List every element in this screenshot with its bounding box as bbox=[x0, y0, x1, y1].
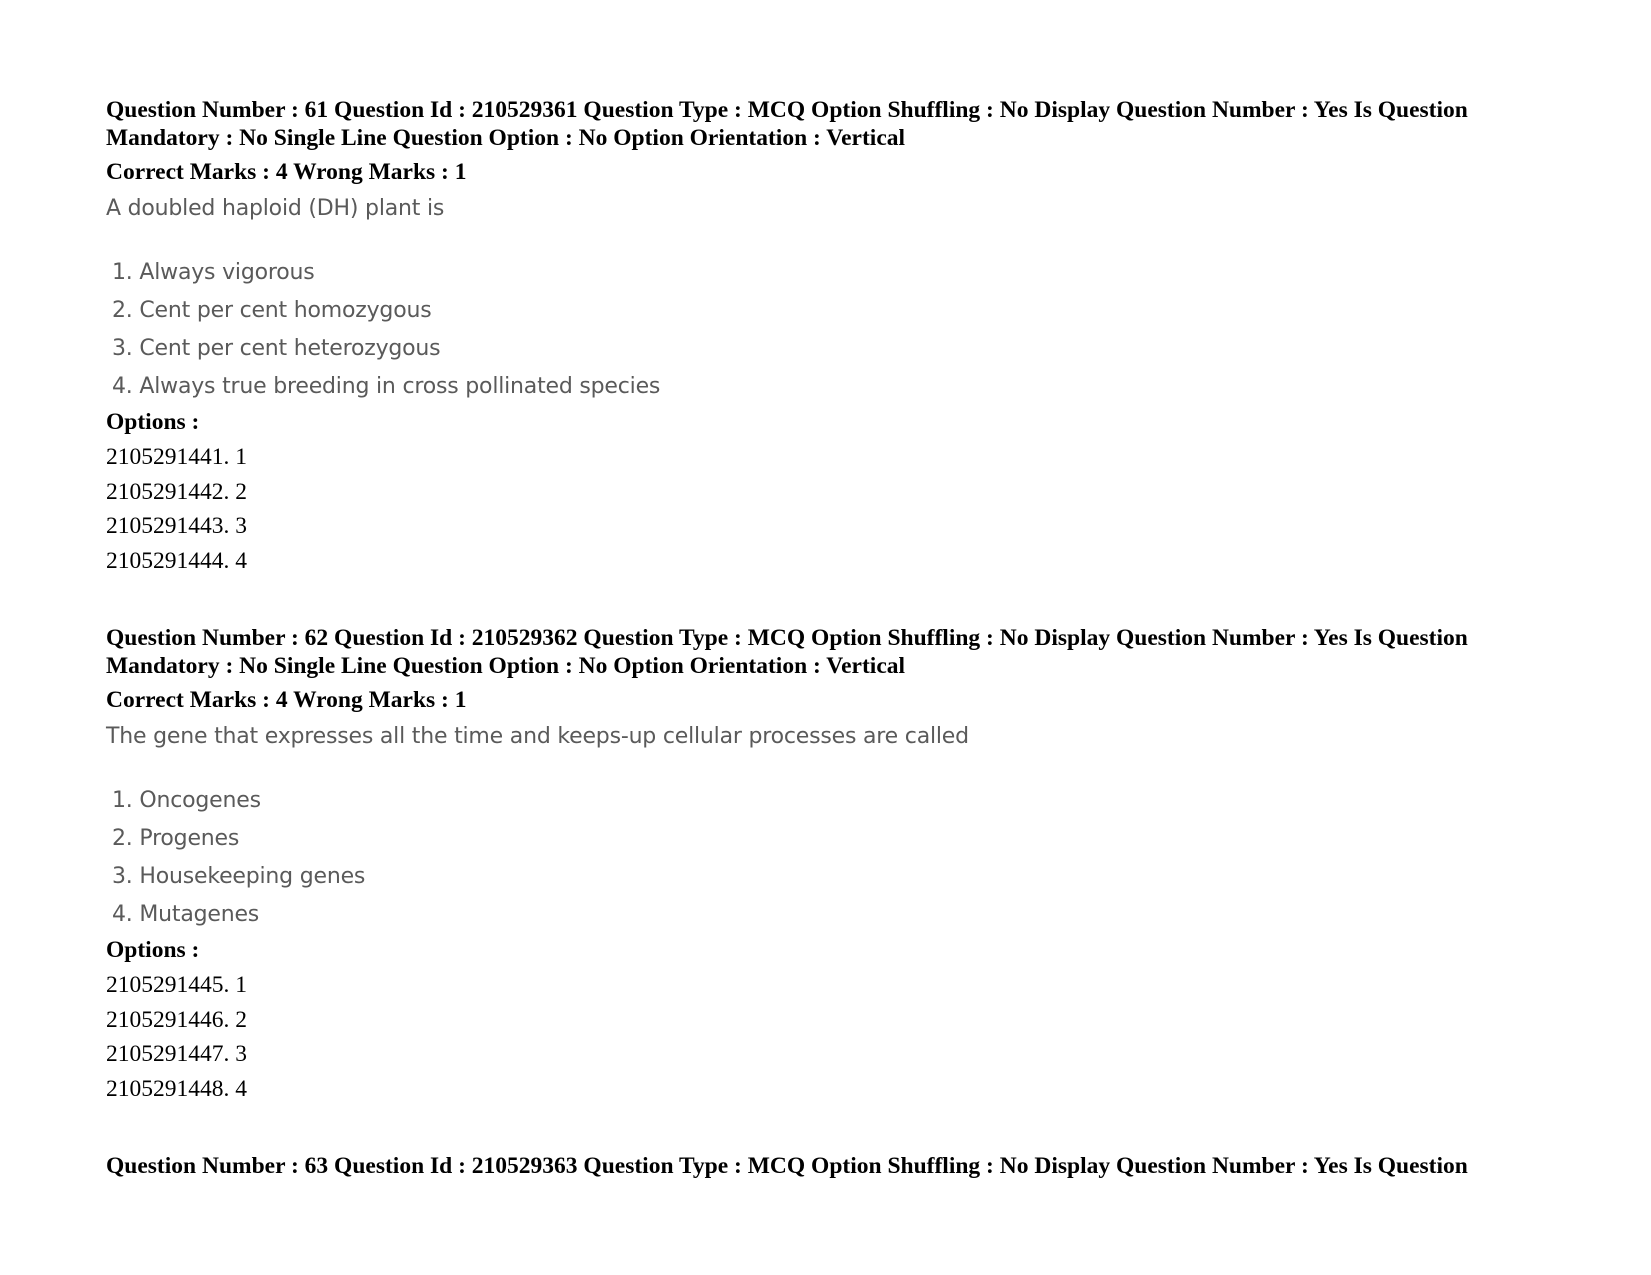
question-block bbox=[106, 96, 1576, 578]
question-choices bbox=[106, 782, 1576, 934]
option-id-item: 2105291445. 1 bbox=[106, 972, 247, 998]
option-id-item: 2105291443. 3 bbox=[106, 513, 247, 539]
option-id-item: 2105291448. 4 bbox=[106, 1075, 247, 1102]
option-id-item: 2105291442. 2 bbox=[106, 478, 247, 505]
choice-item: 1. Always vigorous bbox=[112, 260, 315, 285]
options-list bbox=[106, 440, 1576, 578]
document-page bbox=[106, 96, 1576, 1226]
question-marks: Correct Marks : 4 Wrong Marks : 1 bbox=[106, 687, 467, 713]
question-stem: A doubled haploid (DH) plant is bbox=[106, 196, 445, 221]
question-block bbox=[106, 624, 1576, 1106]
choice-item: 3. Housekeeping genes bbox=[112, 864, 366, 889]
option-id-item: 2105291441. 1 bbox=[106, 444, 247, 470]
question-stem: The gene that expresses all the time and keeps-up cellular processes are called bbox=[106, 724, 969, 749]
options-label: Options : bbox=[106, 409, 200, 435]
question-header-line-1: Question Number : 63 Question Id : 210529363 Question Type : MCQ Option Shuffling : No Display Question Number : Yes Is Question bbox=[106, 1153, 1468, 1179]
choice-item: 2. Cent per cent homozygous bbox=[112, 298, 432, 323]
choice-item: 2. Progenes bbox=[112, 826, 240, 851]
question-header-line-1: Question Number : 62 Question Id : 210529362 Question Type : MCQ Option Shuffling : No Display Question Number : Yes Is Question bbox=[106, 625, 1468, 651]
option-id-item: 2105291444. 4 bbox=[106, 547, 247, 574]
option-id-item: 2105291446. 2 bbox=[106, 1006, 247, 1033]
choice-item: 4. Always true breeding in cross pollinated species bbox=[112, 374, 661, 399]
question-choices bbox=[106, 254, 1576, 406]
choice-item: 1. Oncogenes bbox=[112, 788, 261, 813]
options-list bbox=[106, 968, 1576, 1106]
question-block bbox=[106, 1152, 1576, 1180]
options-label: Options : bbox=[106, 937, 200, 963]
choice-item: 3. Cent per cent heterozygous bbox=[112, 336, 441, 361]
question-header-line-2: Mandatory : No Single Line Question Option : No Option Orientation : Vertical bbox=[106, 125, 906, 151]
question-marks: Correct Marks : 4 Wrong Marks : 1 bbox=[106, 159, 467, 185]
choice-item: 4. Mutagenes bbox=[112, 902, 260, 927]
question-header-line-2: Mandatory : No Single Line Question Option : No Option Orientation : Vertical bbox=[106, 653, 906, 679]
option-id-item: 2105291447. 3 bbox=[106, 1041, 247, 1067]
question-header-line-1: Question Number : 61 Question Id : 210529361 Question Type : MCQ Option Shuffling : No Display Question Number : Yes Is Question bbox=[106, 97, 1468, 123]
